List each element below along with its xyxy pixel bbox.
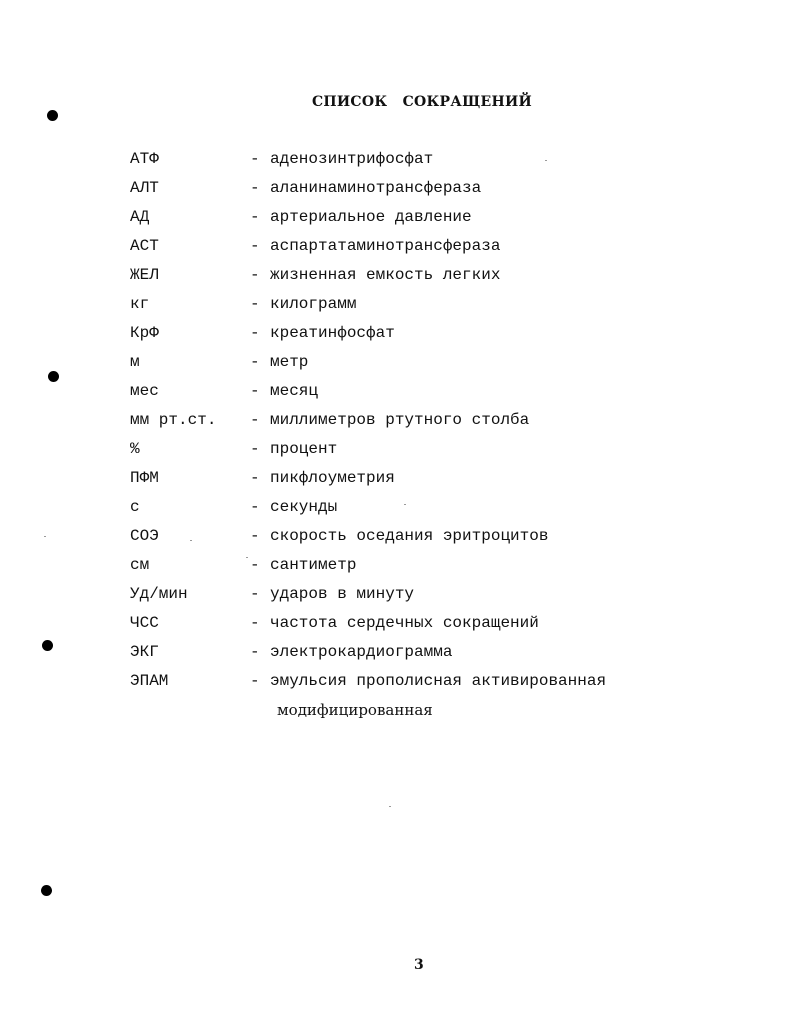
- abbreviation-term: АТФ: [130, 150, 159, 168]
- scan-speck: [545, 160, 547, 161]
- abbreviation-dash: -: [250, 179, 260, 197]
- abbreviation-dash: -: [250, 411, 260, 429]
- abbreviation-term: мм рт.ст.: [130, 411, 217, 429]
- abbreviation-dash: -: [250, 208, 260, 226]
- punch-hole-mark: [42, 640, 53, 651]
- abbreviation-definition: миллиметров ртутного столба: [270, 411, 530, 429]
- abbreviation-dash: -: [250, 614, 260, 632]
- abbreviation-definition: эмульсия прополисная активированная: [270, 672, 607, 690]
- abbreviation-dash: -: [250, 643, 260, 661]
- abbreviation-definition: жизненная емкость легких: [270, 266, 501, 284]
- abbreviation-definition: аспартатаминотрансфераза: [270, 237, 501, 255]
- abbreviation-term: АСТ: [130, 237, 159, 255]
- abbreviation-definition: ударов в минуту: [270, 585, 415, 603]
- abbreviation-term: АЛТ: [130, 179, 159, 197]
- scan-speck: [404, 504, 406, 505]
- abbreviation-definition: месяц: [270, 382, 319, 400]
- abbreviation-dash: -: [250, 440, 260, 458]
- abbreviation-dash: -: [250, 556, 260, 574]
- abbreviation-term: Уд/мин: [130, 585, 188, 603]
- abbreviation-term: АД: [130, 208, 150, 226]
- scan-speck: [246, 557, 248, 558]
- abbreviation-definition: сантиметр: [270, 556, 357, 574]
- punch-hole-mark: [41, 885, 52, 896]
- punch-hole-mark: [48, 371, 59, 382]
- abbreviation-dash: -: [250, 585, 260, 603]
- abbreviation-term: м: [130, 353, 140, 371]
- abbreviation-dash: -: [250, 353, 260, 371]
- abbreviation-dash: -: [250, 382, 260, 400]
- abbreviation-term: СОЭ: [130, 527, 159, 545]
- abbreviation-term: ЭКГ: [130, 643, 159, 661]
- abbreviation-definition: пикфлоуметрия: [270, 469, 395, 487]
- abbreviation-definition: аденозинтрифосфат: [270, 150, 434, 168]
- abbreviation-definition: метр: [270, 353, 309, 371]
- abbreviation-definition: процент: [270, 440, 338, 458]
- abbreviation-term: КрФ: [130, 324, 159, 342]
- abbreviation-dash: -: [250, 266, 260, 284]
- abbreviation-term: с: [130, 498, 140, 516]
- page-number: 3: [414, 957, 424, 973]
- abbreviation-term: см: [130, 556, 150, 574]
- scan-speck: [190, 540, 192, 541]
- abbreviation-dash: -: [250, 295, 260, 313]
- abbreviation-dash: -: [250, 324, 260, 342]
- abbreviation-definition: аланинаминотрансфераза: [270, 179, 482, 197]
- abbreviation-definition: артериальное давление: [270, 208, 472, 226]
- abbreviation-term: %: [130, 440, 140, 458]
- abbreviation-dash: -: [250, 150, 260, 168]
- abbreviation-term: ЧСС: [130, 614, 159, 632]
- abbreviation-definition: креатинфосфат: [270, 324, 395, 342]
- abbreviation-dash: -: [250, 498, 260, 516]
- scan-speck: [389, 806, 391, 807]
- abbreviation-dash: -: [250, 237, 260, 255]
- abbreviation-definition-continued: модифицированная: [277, 701, 433, 719]
- scan-speck: [44, 536, 46, 537]
- abbreviation-term: ПФМ: [130, 469, 159, 487]
- abbreviation-term: ЭПАМ: [130, 672, 169, 690]
- abbreviation-definition: килограмм: [270, 295, 357, 313]
- page-title: СПИСОК СОКРАЩЕНИЙ: [311, 94, 533, 110]
- abbreviation-definition: скорость оседания эритроцитов: [270, 527, 549, 545]
- abbreviation-definition: частота сердечных сокращений: [270, 614, 539, 632]
- abbreviation-definition: секунды: [270, 498, 338, 516]
- abbreviation-dash: -: [250, 527, 260, 545]
- abbreviation-term: мес: [130, 382, 159, 400]
- abbreviation-definition: электрокардиограмма: [270, 643, 453, 661]
- abbreviation-term: ЖЕЛ: [130, 266, 159, 284]
- abbreviation-dash: -: [250, 672, 260, 690]
- punch-hole-mark: [47, 110, 58, 121]
- abbreviation-term: кг: [130, 295, 150, 313]
- abbreviation-dash: -: [250, 469, 260, 487]
